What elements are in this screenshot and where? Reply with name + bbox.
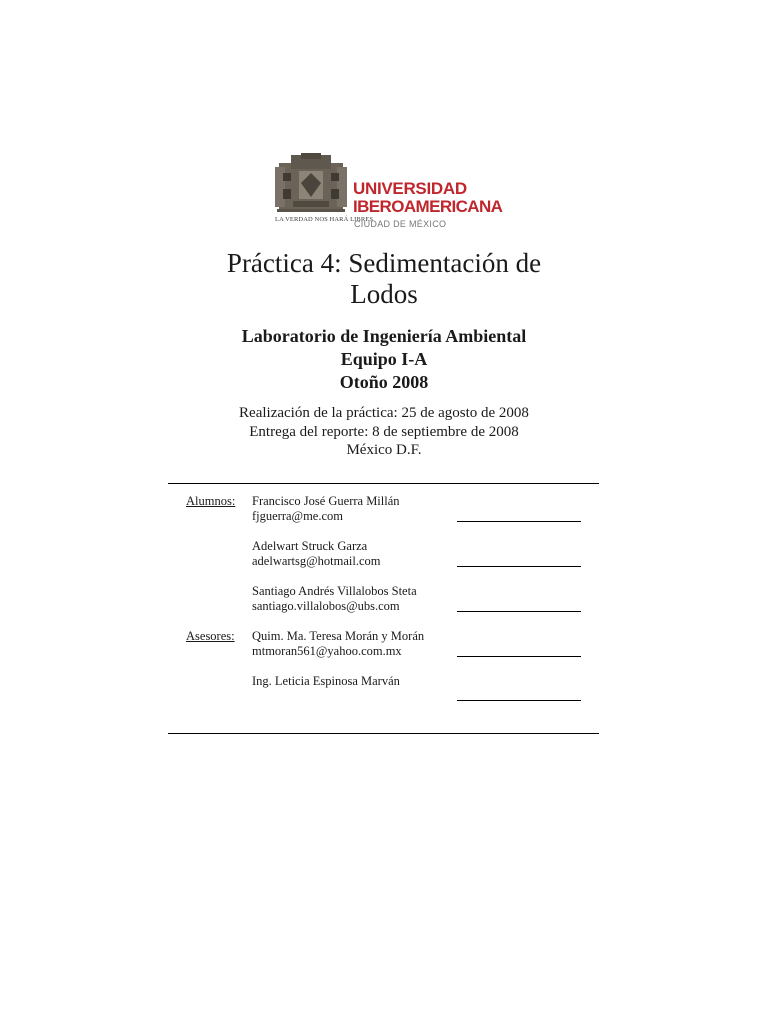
page-title xyxy=(0,248,768,310)
student-entry xyxy=(252,539,381,569)
university-crest-icon xyxy=(275,153,347,213)
realization-date: Realización de la práctica: 25 de agosto de 2008 xyxy=(239,405,529,421)
student-name: Francisco José Guerra Millán xyxy=(252,494,400,508)
student-email: adelwartsg@hotmail.com xyxy=(252,554,381,568)
course-name: Laboratorio de Ingeniería Ambiental xyxy=(241,326,527,346)
team-name: Equipo I-A xyxy=(340,349,428,369)
bottom-divider xyxy=(168,733,599,734)
university-logo xyxy=(275,153,503,229)
student-name: Santiago Andrés Villalobos Steta xyxy=(252,584,417,598)
university-name xyxy=(353,180,502,216)
date-info xyxy=(0,404,768,460)
advisor-name: Ing. Leticia Espinosa Marván xyxy=(252,674,400,688)
advisor-name: Quim. Ma. Teresa Morán y Morán xyxy=(252,629,425,643)
signature-line xyxy=(457,521,581,522)
student-name: Adelwart Struck Garza xyxy=(252,539,368,553)
logo-motto: LA VERDAD NOS HARÁ LIBRES xyxy=(275,216,374,223)
term: Otoño 2008 xyxy=(339,372,429,392)
university-city: CIUDAD DE MÉXICO xyxy=(354,219,447,229)
place: México D.F. xyxy=(346,442,422,458)
top-divider xyxy=(168,483,599,484)
students-label: Alumnos: xyxy=(186,494,236,508)
signature-line xyxy=(457,611,581,612)
advisor-entry xyxy=(252,674,400,689)
university-name-line2: IBEROAMERICANA xyxy=(353,197,503,216)
title-line-1: Práctica 4: Sedimentación de xyxy=(226,248,542,278)
signature-line xyxy=(457,700,581,701)
university-name-line1: UNIVERSIDAD xyxy=(353,179,467,198)
title-line-2: Lodos xyxy=(350,279,418,309)
signature-line xyxy=(457,566,581,567)
delivery-date: Entrega del reporte: 8 de septiembre de 2008 xyxy=(249,423,519,440)
advisor-entry xyxy=(252,629,424,659)
advisors-label: Asesores: xyxy=(186,629,235,643)
student-entry xyxy=(252,584,417,614)
signature-line xyxy=(457,656,581,657)
student-email: santiago.villalobos@ubs.com xyxy=(252,599,400,613)
course-info xyxy=(0,325,768,394)
student-entry xyxy=(252,494,400,524)
student-email: fjguerra@me.com xyxy=(252,509,343,523)
advisor-email: mtmoran561@yahoo.com.mx xyxy=(252,644,402,658)
